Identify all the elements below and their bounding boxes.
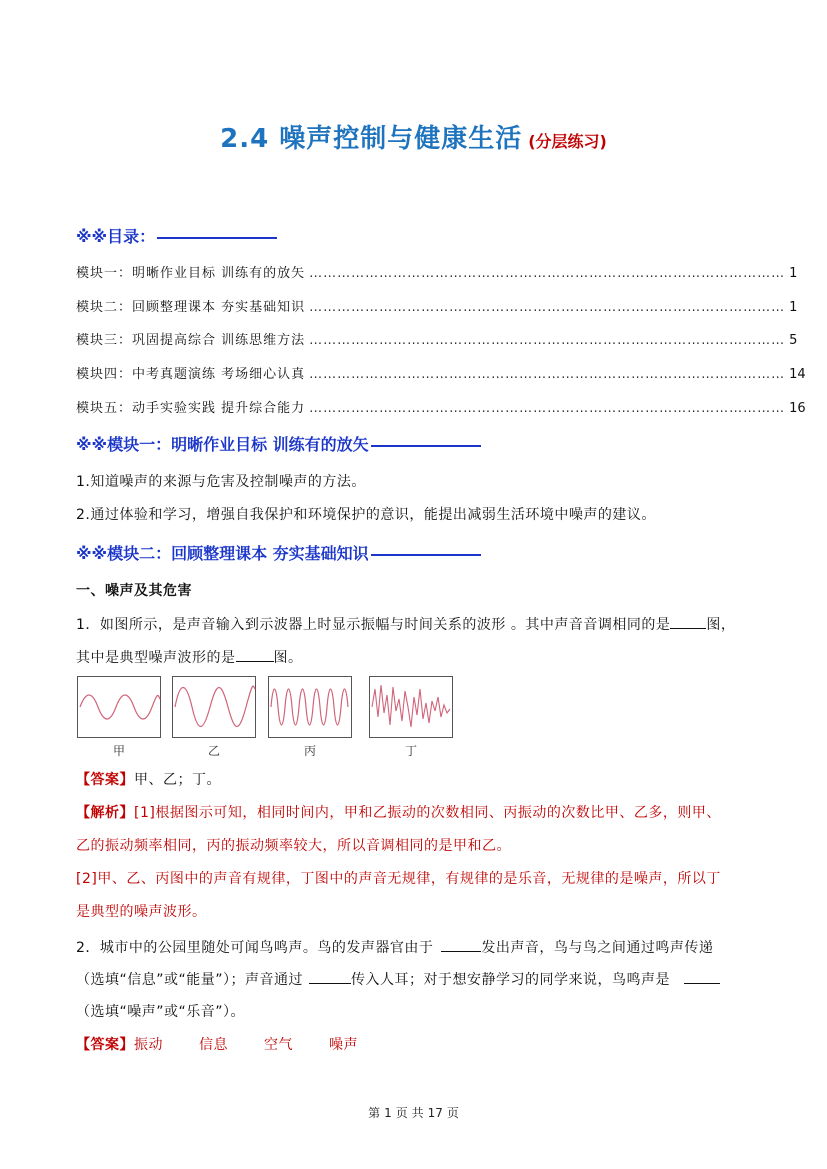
toc-entry-label: 模块五：动手实验实践 提升综合能力 xyxy=(76,401,306,416)
q1-line1 xyxy=(76,614,735,634)
toc-entry[interactable] xyxy=(76,329,798,348)
toc-heading-rule xyxy=(157,237,277,239)
q1-line1-text: 1．如图所示，是声音输入到示波器上时显示振幅与时间关系的波形 。其中声音音调相同的是 xyxy=(76,617,671,633)
goal-2: 2.通过体验和学习，增强自我保护和环境保护的意识，能提出减弱生活环境中噪声的建议。 xyxy=(76,507,656,523)
footer-prefix: 第 xyxy=(368,1106,381,1120)
q2-answer-4: 噪声 xyxy=(329,1037,358,1053)
answer-label: 【答案】 xyxy=(76,1037,134,1053)
answer-label: 【答案】 xyxy=(76,772,134,788)
toc-entry-label: 模块三：巩固提高综合 训练思维方法 xyxy=(76,333,306,348)
footer-suffix: 页 xyxy=(446,1106,459,1120)
footer-page-number: 1 xyxy=(384,1106,392,1120)
q2-blank-2[interactable] xyxy=(309,969,351,984)
q2-line2 xyxy=(76,969,720,989)
q1-line2-text: 其中是典型噪声波形的是 xyxy=(76,650,236,666)
toc-leader: ………………………………………………………………………………………… xyxy=(309,367,786,382)
toc-leader: ………………………………………………………………………………………… xyxy=(309,266,786,281)
toc-leader: ………………………………………………………………………………………… xyxy=(309,300,786,315)
q1-line2-end: 图。 xyxy=(273,650,303,666)
waveform-figure-bing xyxy=(268,676,352,738)
q2-answer xyxy=(76,1034,358,1054)
footer-middle: 页 共 xyxy=(395,1106,424,1120)
toc-heading-text: ※※目录： xyxy=(76,227,156,246)
figure-label-yi: 乙 xyxy=(207,744,220,758)
module1-heading xyxy=(76,432,481,455)
waveform-figure-yi xyxy=(172,676,256,738)
toc-entry-page: 1 xyxy=(789,300,798,315)
module2-heading xyxy=(76,541,481,564)
analysis-label: 【解析】 xyxy=(76,805,134,821)
q2-answer-3: 空气 xyxy=(264,1037,293,1053)
waveform-jia-plot xyxy=(78,677,160,737)
q2-line2-text: （选填“信息”或“能量”）；声音通过 xyxy=(76,972,304,988)
title-main: 2.4 噪声控制与健康生活 xyxy=(220,124,523,154)
q1-answer xyxy=(76,769,221,789)
q2-line1-text: 2．城市中的公园里随处可闻鸟鸣声。鸟的发声器官由于 xyxy=(76,940,434,956)
q2-line3: （选填“噪声”或“乐音”）。 xyxy=(76,1004,246,1020)
waveform-bing-line xyxy=(271,689,348,725)
q1-answer-text: 甲、乙；丁。 xyxy=(134,772,221,788)
waveform-ding-plot xyxy=(370,677,452,737)
waveform-yi-plot xyxy=(173,677,255,737)
toc-entry[interactable] xyxy=(76,363,806,382)
module1-heading-text: ※※模块一：明晰作业目标 训练有的放矢 xyxy=(76,435,369,454)
goal-1: 1.知道噪声的来源与危害及控制噪声的方法。 xyxy=(76,474,366,490)
q1-blank-1[interactable] xyxy=(670,614,706,629)
figure-label-ding: 丁 xyxy=(404,744,417,758)
toc-entry-page: 14 xyxy=(789,367,806,382)
title-sub: (分层练习) xyxy=(528,132,607,151)
toc-leader: ………………………………………………………………………………………… xyxy=(309,333,786,348)
q2-line2-mid: 传入人耳；对于想安静学习的同学来说，鸟鸣声是 xyxy=(351,972,671,988)
q1-analysis-line3: [2]甲、乙、丙图中的声音有规律，丁图中的声音无规律，有规律的是乐音，无规律的是噪声，所以丁 xyxy=(76,871,721,887)
module2-heading-rule xyxy=(371,554,481,556)
waveform-figure-jia xyxy=(77,676,161,738)
q1-line1-end: 图， xyxy=(706,617,736,633)
toc-entry[interactable] xyxy=(76,262,798,281)
toc-leader: ………………………………………………………………………………………… xyxy=(309,401,786,416)
waveform-figure-ding xyxy=(369,676,453,738)
footer-total-pages: 17 xyxy=(427,1106,443,1120)
module2-heading-text: ※※模块二：回顾整理课本 夯实基础知识 xyxy=(76,544,369,563)
toc-entry[interactable] xyxy=(76,397,806,416)
waveform-bing-plot xyxy=(269,677,351,737)
waveform-ding-line xyxy=(372,685,450,727)
q1-blank-2[interactable] xyxy=(236,647,274,662)
q1-line2 xyxy=(76,647,303,667)
toc-entry-label: 模块四：中考真题演练 考场细心认真 xyxy=(76,367,306,382)
toc-heading xyxy=(76,224,277,247)
section-subheading: 一、噪声及其危害 xyxy=(76,583,192,599)
figure-label-bing: 丙 xyxy=(303,744,316,758)
toc-entry-label: 模块一：明晰作业目标 训练有的放矢 xyxy=(76,266,306,281)
q1-analysis-line4: 是典型的噪声波形。 xyxy=(76,904,207,920)
q2-answer-2: 信息 xyxy=(199,1037,228,1053)
q2-answer-1: 振动 xyxy=(134,1037,163,1053)
q1-analysis-line1 xyxy=(76,802,721,822)
waveform-yi-line xyxy=(175,686,255,726)
q2-blank-1[interactable] xyxy=(441,937,481,952)
page-footer xyxy=(0,1104,827,1121)
q2-line1 xyxy=(76,937,713,957)
q1-analysis-text-1: [1]根据图示可知，相同时间内，甲和乙振动的次数相同、丙振动的次数比甲、乙多，则甲、 xyxy=(134,805,721,821)
toc-entry[interactable] xyxy=(76,296,798,315)
figure-label-jia: 甲 xyxy=(112,744,125,758)
toc-entry-label: 模块二：回顾整理课本 夯实基础知识 xyxy=(76,300,306,315)
toc-entry-page: 16 xyxy=(789,401,806,416)
module1-heading-rule xyxy=(371,445,481,447)
q2-line1-end: 发出声音，鸟与鸟之间通过鸣声传递 xyxy=(481,940,714,956)
waveform-jia-line xyxy=(80,695,160,719)
toc-entry-page: 1 xyxy=(789,266,798,281)
q1-analysis-line2: 乙的振动频率相同，丙的振动频率较大，所以音调相同的是甲和乙。 xyxy=(76,838,511,854)
q2-blank-3[interactable] xyxy=(684,969,720,984)
page-title xyxy=(0,118,827,155)
toc-entry-page: 5 xyxy=(789,333,798,348)
